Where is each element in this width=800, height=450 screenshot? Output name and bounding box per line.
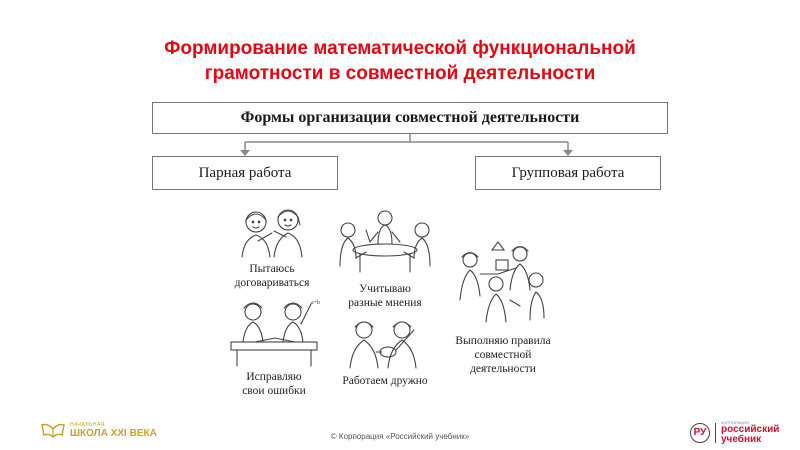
slide-title-line-1: Формирование математической функциональной [164,38,636,59]
logo-seal-icon: РУ [690,423,710,443]
logo-left-big: ШКОЛА XXI ВЕКА [70,427,157,439]
caption-rules-line-2: совместной [474,349,532,361]
logo-russian-textbook [690,420,779,445]
copyright-text: © Корпорация «Российский учебник» [330,432,470,441]
logo-left-small: НАЧАЛЬНАЯ [70,421,105,428]
caption-negotiate [220,262,324,290]
caption-consider-line-2: разные мнения [348,297,422,309]
caption-rules-line-3: деятельности [470,363,536,375]
caption-consider-line-1: Учитываю [359,283,411,295]
logo-right-small: КОРПОРАЦИЯ [721,420,749,425]
slide-title-line-2: грамотности в совместной деятельности [204,63,596,84]
illustration-consider-opinions [330,206,440,276]
caption-fix-mistakes [222,370,326,398]
caption-negotiate-line-1: Пытаюсь [249,263,295,275]
caption-consider-opinions [330,282,440,310]
caption-fix-line-2: свои ошибки [242,385,306,397]
caption-rules-line-1: Выполняю правила [455,335,551,347]
logo-divider [715,423,716,443]
pair-work-box: Парная работа [152,156,338,190]
illustration-follow-rules [452,240,552,325]
main-box: Формы организации совместной деятельности [152,102,668,134]
logo-right-line-2: учебник [721,434,762,445]
caption-friendly-line-1: Работаем дружно [342,375,428,387]
caption-negotiate-line-2: договариваться [234,277,310,289]
caption-work-together [330,374,440,388]
illustration-work-together [340,318,430,370]
logo-right-line-1: российский [721,424,780,435]
illustration-fix-mistakes [225,296,325,368]
caption-fix-line-1: Исправляю [246,371,302,383]
svg-text:a+b: a+b [311,300,321,306]
caption-follow-rules [448,334,558,376]
illustration-negotiate [232,207,312,262]
group-work-box: Групповая работа [475,156,661,190]
